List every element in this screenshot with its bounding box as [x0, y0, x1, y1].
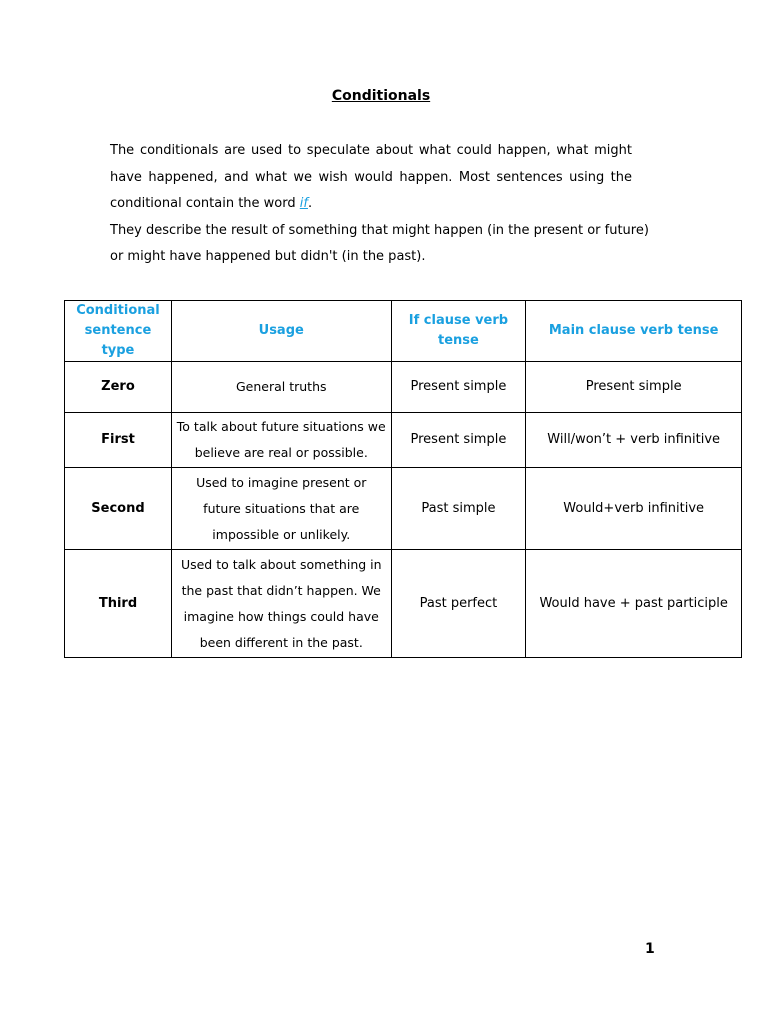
- intro-paragraph-1: [110, 138, 670, 218]
- cell-type: Third: [65, 550, 172, 658]
- cell-type: First: [65, 413, 172, 468]
- if-link[interactable]: if: [299, 196, 308, 211]
- intro-line: or might have happened but didn't (in the past).: [110, 249, 426, 264]
- table-row: [65, 550, 742, 658]
- page-number: 1: [645, 941, 655, 957]
- table-row: [65, 468, 742, 550]
- cell-if-clause: Past perfect: [391, 550, 526, 658]
- cell-if-clause: Past simple: [391, 468, 526, 550]
- intro-line: have happened, and what we wish would happen. Most sentences using the: [110, 169, 632, 185]
- intro-line-end: .: [307, 196, 313, 211]
- page-title: Conditionals: [331, 88, 431, 104]
- cell-main-clause: Present simple: [526, 362, 742, 413]
- cell-if-clause: Present simple: [391, 413, 526, 468]
- cell-main-clause: Would have + past participle: [526, 550, 742, 658]
- cell-main-clause: Would+verb infinitive: [526, 468, 742, 550]
- intro-paragraph-2: [110, 218, 670, 271]
- header-main-clause: Main clause verb tense: [526, 301, 742, 362]
- conditionals-table: [64, 300, 742, 658]
- cell-usage: Used to talk about something in the past that didn’t happen. We imagine how things could have been different in the past.: [171, 550, 391, 658]
- header-usage: Usage: [171, 301, 391, 362]
- table-header-row: [65, 301, 742, 362]
- cell-type: Second: [65, 468, 172, 550]
- cell-usage: To talk about future situations we believe are real or possible.: [171, 413, 391, 468]
- cell-main-clause: Will/won’t + verb infinitive: [526, 413, 742, 468]
- header-sentence-type: Conditional sentence type: [65, 301, 172, 362]
- intro-text: [110, 138, 670, 271]
- table-row: [65, 362, 742, 413]
- cell-if-clause: Present simple: [391, 362, 526, 413]
- cell-type: Zero: [65, 362, 172, 413]
- table-row: [65, 413, 742, 468]
- intro-line: They describe the result of something that might happen (in the present or future): [110, 222, 649, 238]
- intro-line-text: conditional contain the word: [110, 196, 300, 211]
- intro-line: [110, 191, 670, 218]
- intro-line: The conditionals are used to speculate about what could happen, what might: [110, 143, 632, 158]
- cell-usage: Used to imagine present or future situations that are impossible or unlikely.: [171, 468, 391, 550]
- cell-usage: General truths: [171, 362, 391, 413]
- header-if-clause: If clause verb tense: [391, 301, 526, 362]
